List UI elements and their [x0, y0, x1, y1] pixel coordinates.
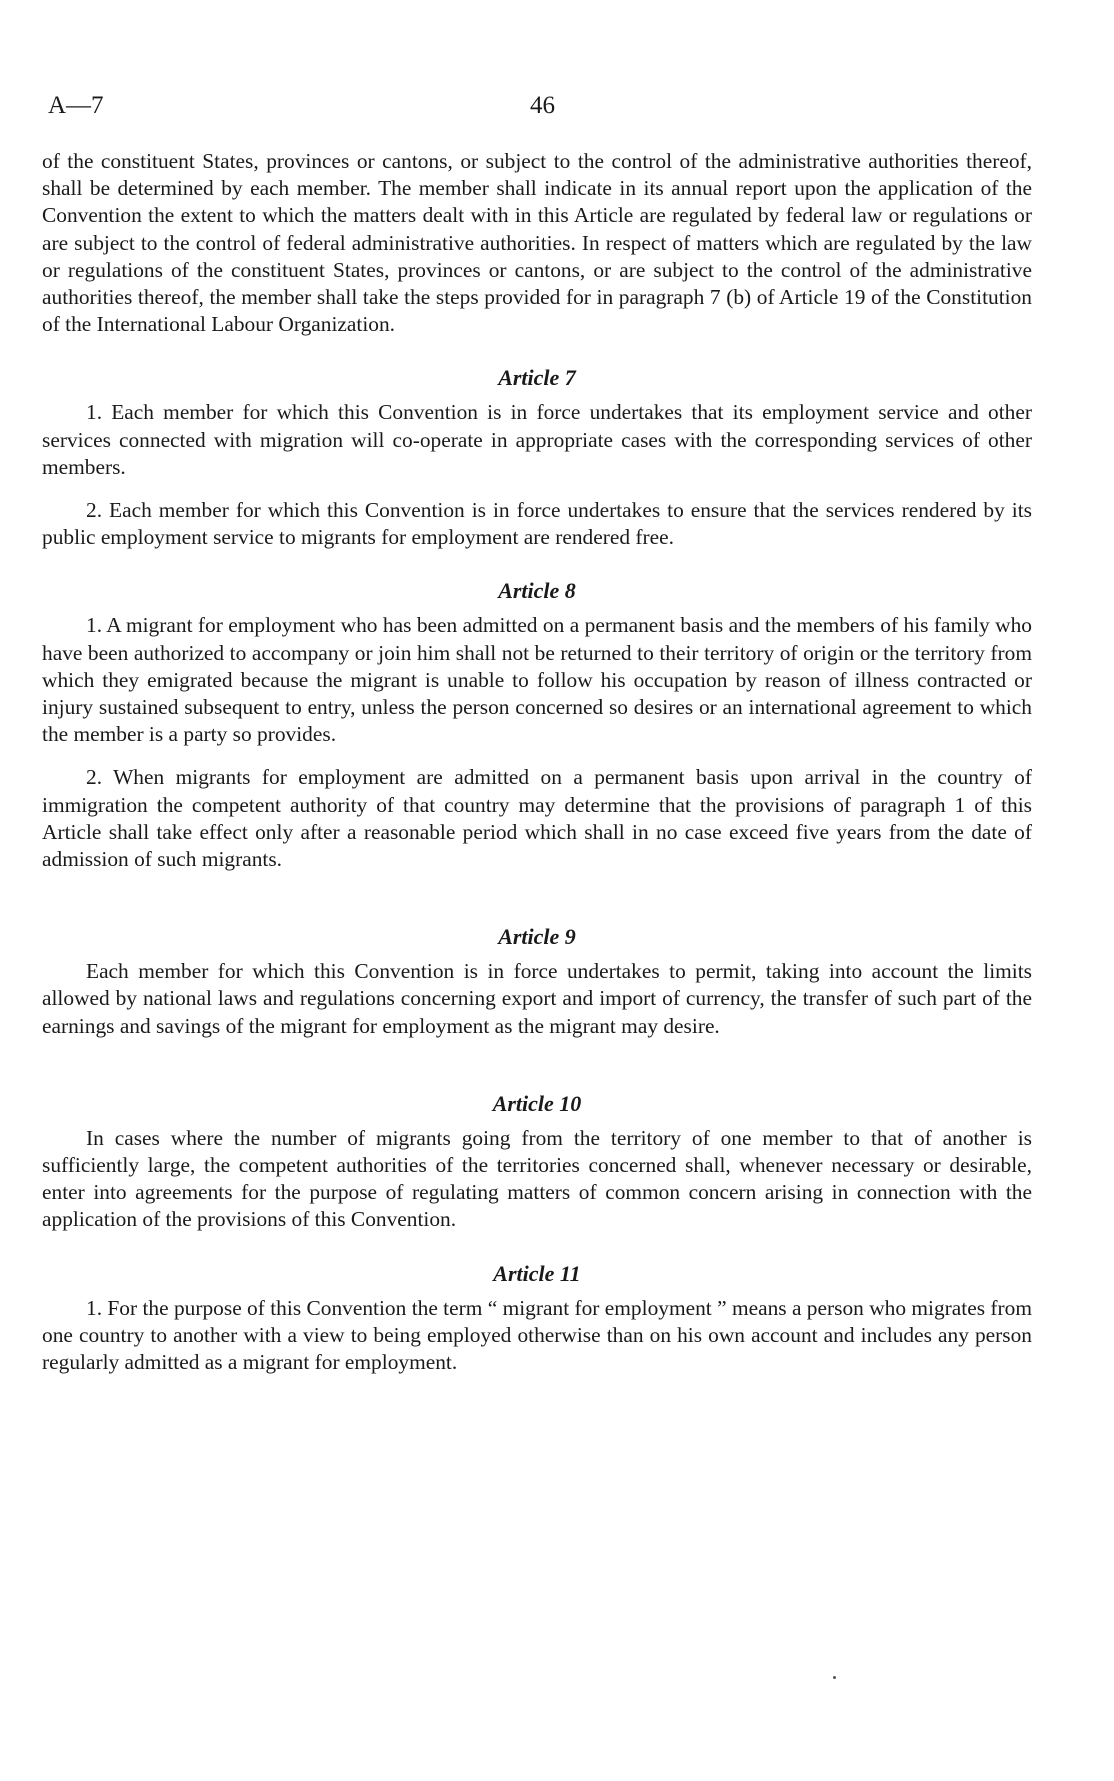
document-series-label: A—7: [48, 92, 104, 119]
document-page: [42, 88, 1032, 1376]
article-11-heading: Article 11: [493, 1260, 581, 1286]
article-11-paragraph-1: 1. For the purpose of this Convention the term “ migrant for employment ” means a person who migrates from one country to another with a view to being employed otherwise than on his own account and includes any person regularly admitted as a migrant for employment.: [42, 1295, 1032, 1375]
article-7-heading: Article 7: [498, 365, 576, 391]
article-9-heading: Article 9: [498, 924, 576, 950]
article-8-heading: Article 8: [498, 578, 576, 604]
intro-paragraph: of the constituent States, provinces or cantons, or subject to the control of the administrative authorities thereof, shall be determined by each member. The member shall indicate in its annual report upon the application of the Convention the extent to which the matters dealt with in this Article are regulated by federal law or regulations or are subject to the control of federal administrative authorities. In respect of matters which are regulated by the law or regulations of the constituent States, provinces or cantons, or are subject to the control of the administrative authorities thereof, the member shall take the steps provided for in paragraph 7 (b) of Article 19 of the Constitution of the International Labour Organization.: [42, 149, 1032, 337]
article-7-paragraph-2: 2. Each member for which this Convention is in force undertakes to ensure that the services rendered by its public employment service to migrants for employment are rendered free.: [42, 498, 1032, 550]
article-9-paragraph-1: Each member for which this Convention is in force undertakes to permit, taking into account the limits allowed by national laws and regulations concerning export and import of currency, the transfer of such part of the earnings and savings of the migrant for employment as the migrant may desire.: [42, 959, 1032, 1038]
page-number: 46: [530, 92, 555, 119]
article-8-paragraph-1: 1. A migrant for employment who has been admitted on a permanent basis and the members of his family who have been authorized to accompany or join him shall not be returned to their territory of origin or the territory from which they emigrated because the migrant is unable to follow his occupation by reason of illness contracted or injury sustained subsequent to entry, unless the person concerned so desires or an international agreement to which the member is a party so provides.: [42, 613, 1032, 747]
article-10-paragraph-1: In cases where the number of migrants going from the territory of one member to that of another is sufficiently large, the competent authorities of the territories concerned shall, whenever necessary or desirable, enter into agreements for the purpose of regulating matters of common concern arising in connection with the application of the provisions of this Convention.: [42, 1125, 1032, 1232]
article-7-paragraph-1: 1. Each member for which this Convention is in force undertakes that its employment service and other services connected with migration will co-operate in appropriate cases with the corresponding services of other members.: [42, 400, 1032, 479]
article-8-paragraph-2: 2. When migrants for employment are admitted on a permanent basis upon arrival in the country of immigration the competent authority of that country may determine that the provisions of paragraph 1 of this Article shall take effect only after a reasonable period which shall in no case exceed five years from the date of admission of such migrants.: [42, 765, 1032, 872]
page-header: [42, 88, 1032, 148]
article-10-heading: Article 10: [492, 1090, 582, 1116]
scan-speck: [833, 1676, 836, 1679]
